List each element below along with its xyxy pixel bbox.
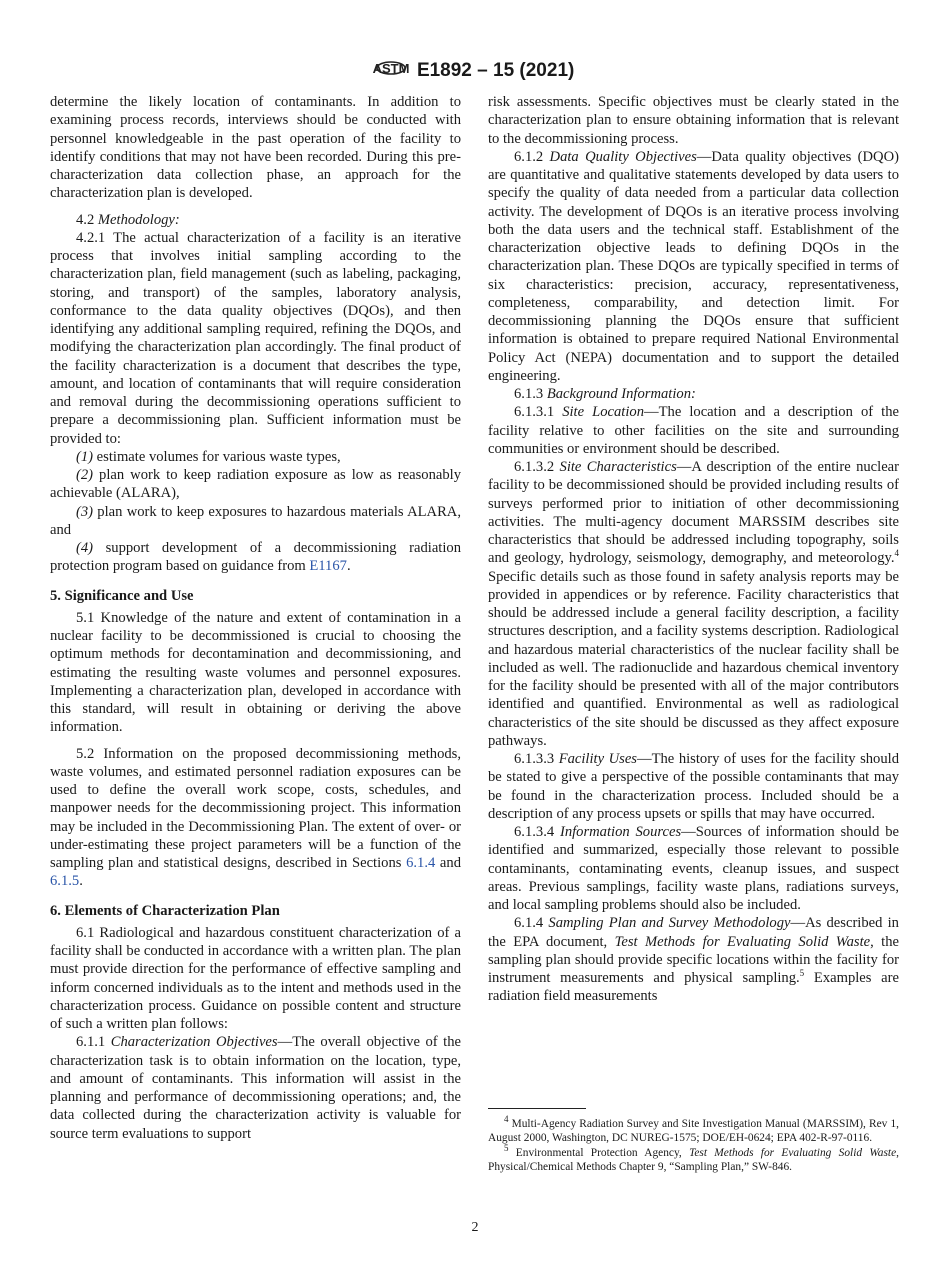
text-run: , Physical/Chemical Methods Chapter 9, “Sampling Plan,” SW-846. [488,1146,899,1173]
text-run: —Sources of information should be identified and summarized, especially those relevant to possible contaminants, contaminating events, cleanup issues, and suspect areas. Previous samplings, facility waste plans, radiations surveys, and local sampling problems should also be included. [488,824,899,913]
text-run: (2) [76,467,94,483]
left-column [50,93,461,1143]
text-run: 6.1.1 [76,1034,111,1051]
paragraph [50,745,461,891]
text-run: , the sampling plan should provide specific locations within the facility for instrument measurements and physical sampling. [488,933,899,986]
paragraph [488,385,899,403]
text-run: Site Location [562,404,645,421]
text-run: support development of a decommissioning radiation protection program based on guidance from [50,540,461,575]
text-run: Multi-Agency Radiation Survey and Site Investigation Manual (MARSSIM), Rev 1, August 2000, Washington, DC NUREG-1575; DOE/EH-0624; EPA 402-R-97-0116. [488,1118,899,1145]
text-run: Sampling Plan and Survey Methodology [548,915,791,932]
paragraph [488,750,899,823]
text-run: and [435,855,461,871]
text-run: Examples are radiation field measurements [488,970,899,1005]
text-run: (1) [76,448,94,465]
footnote [488,1114,899,1146]
text-run: —The history of uses for the facility should be stated to give a perspective of the possible contaminants that may be found in the characterization process. Included should be a description of any process upsets or spills that may have occurred. [488,751,900,822]
text-run: Test Methods for Evaluating Solid Waste [614,933,871,950]
text-run: 6.1.2 [514,148,550,165]
text-run: —A description of the entire nuclear facility to be decommissioned should be provided including results of surveys performed prior to initiation of other decommissioning activities. The multi-agency document MARSSIM describes site characteristics that should be addressed including topography, soils and geology, hydrology, seismology, demography, and meteorology. [488,459,900,567]
text-run: Specific details such as those found in safety analysis reports may be provided in appendices or by reference. Facility characteristics that should be addressed include a general facility description, a facility structures description, and a facility systems description. Radiological and hazardous material characteristics of the nuclear facility shall be included as well. The radionuclide and hazardous chemical inventory for the facility should be presented with all of the major contributors identified and quantified. Environmental as well as radiological characteristics of the site should be discussed as they affect exposure pathways. [488,568,899,749]
text-run: (3) [76,503,94,520]
footnotes [488,1108,899,1174]
page-number: 2 [471,1220,479,1235]
text-run: Data Quality Objectives [549,148,697,165]
paragraph [50,539,461,576]
paragraph [50,211,461,229]
text-run: 6.1.3.3 [514,751,559,767]
text-run: 6.1.3.2 [514,459,560,475]
text-run: 6. Elements of Characterization Plan [50,902,280,919]
section-heading [50,902,461,920]
text-run: plan work to keep exposures to hazardous materials ALARA, and [50,503,461,538]
text-run: 6.1.4 [514,915,549,932]
text-run: Characterization Objectives [110,1034,278,1051]
paragraph [50,503,461,540]
text-run: (4) [76,540,94,556]
paragraph [488,458,899,750]
text-run: . [346,558,351,575]
text-run: Site Characteristics [559,459,677,475]
text-run: Facility Uses [558,751,637,767]
paragraph [488,823,899,914]
text-run: —The location and a description of the facility relative to other facilities on the site and surrounding communities or environment should be described. [488,404,899,457]
paragraph [50,1033,461,1143]
paragraph [50,93,461,203]
text-run: —Data quality objectives (DQO) are quantitative and qualitative statements developed by data users to specify the quality of data needed from a particular data collection activity. The development of DQOs is an iterative process involving both the data users and the technical staff. Establishment of the characterization objective leads to defining DQOs in the characterization plan. These DQOs are typically specified in terms of six characteristics: precision, accuracy, representativeness, completeness, comparability, and detection limit. For decommissioning planning the DQOs ensure that sufficient information is obtained to prepare required National Environmental Policy Act (NEPA) documentation and to support the detailed engineering. [488,148,899,384]
text-run: —As described in the EPA document, [488,915,899,950]
paragraph [488,403,899,458]
footnote-divider [488,1108,586,1109]
svg-text:ASTM: ASTM [372,61,410,76]
right-column [488,93,899,1006]
text-run: 6.1.3.1 [514,404,563,421]
text-run: Background Information: [546,386,696,402]
paragraph [50,229,461,448]
cross-reference-link[interactable]: 6.1.4 [406,855,436,871]
text-run: Methodology: [97,211,180,228]
footnote-ref: 5 [504,1142,509,1153]
text-run: Test Methods for Evaluating Solid Waste [689,1146,897,1159]
text-run: 5.1 Knowledge of the nature and extent of contamination in a nuclear facility to be decommissioned is crucial to choosing the optimum methods for decontamination and decommissioning, and estimating the resulting waste volumes and personnel exposures. Implementing a characterization plan, developed in accordance with this standard, will result in obtaining or deriving the above information. [50,609,461,736]
text-run: plan work to keep radiation exposure as low as reasonably achievable (ALARA), [50,467,461,502]
cross-reference-link[interactable]: E1167 [309,558,347,575]
cross-reference-link[interactable]: 6.1.5 [50,873,80,890]
astm-logo-icon [372,55,410,87]
paragraph [50,609,461,737]
text-run: 4.2.1 The actual characterization of a facility is an iterative process that involves initial sampling according to the characterization plan, field management (such as labeling, packaging, storing, and transport) of the samples, laboratory analysis, conformance to the data quality objectives (DQOs), and then identifying any additional sampling required, refining the DQOs, and modifying the characterization plan accordingly. The final product of the facility characterization is a document that describes the type, amount, and location of contaminants that will require consideration and removal during the decommissioning operations sufficient to prepare a decommissioning plan. Sufficient information must be provided to: [50,229,461,447]
text-run: 6.1.3.4 [514,824,560,840]
page-header [0,55,950,87]
paragraph [488,148,899,385]
paragraph [50,466,461,503]
text-run: 4.2 [76,211,98,228]
section-heading [50,587,461,605]
text-run: Environmental Protection Agency, [508,1146,690,1159]
footnote-ref: 4 [894,548,899,559]
footnote [488,1142,899,1175]
paragraph [488,93,899,148]
text-run: 5.2 Information on the proposed decommissioning methods, waste volumes, and estimated personnel radiation exposures can be used to define the overall work scope, costs, schedules, and manpower needs for the decommissioning project. This information may be included in the Decommissioning Plan. The extent of over- or under-estimating these project parameters will be a function of the sampling plan and statistical designs, described in Sections [50,745,461,871]
text-run: 6.1.3 [514,386,547,402]
text-run: estimate volumes for various waste types, [93,448,341,465]
paragraph [50,448,461,466]
footnote-ref: 5 [799,968,805,979]
text-run: determine the likely location of contaminants. In addition to examining process records, interviews should be conducted with personnel knowledgeable in the past operation of the facility to identify conditions that may not have been recorded. During this pre-characterization data collection phase, an approach for the characterization plan is developed. [50,94,461,202]
text-run: 6.1 Radiological and hazardous constituent characterization of a facility shall be conducted in accordance with a written plan. The plan must provide direction for the performance of effective sampling and inform concerned individuals as to the intent and methods used in the characterization process. Guidance on possible content and structure of such a written plan follows: [50,924,461,1032]
text-run: —The overall objective of the characterization task is to obtain information on the location, type, and amount of contaminants. This information will assist in the planning and performance of decommissioning operations; and, the data collected during the characterization activity is valuable for source term evaluations to support [50,1034,462,1142]
text-run: 5. Significance and Use [50,587,194,604]
text-run: Information Sources [559,824,682,840]
text-run: . [79,873,83,890]
standard-designation: E1892 – 15 (2021) [416,60,575,82]
paragraph [50,924,461,1034]
text-run: risk assessments. Specific objectives must be clearly stated in the characterization plan to ensure obtaining information that is relevant to the decommissioning process. [488,94,899,147]
paragraph [488,914,899,1005]
footnote-ref: 4 [504,1114,509,1125]
